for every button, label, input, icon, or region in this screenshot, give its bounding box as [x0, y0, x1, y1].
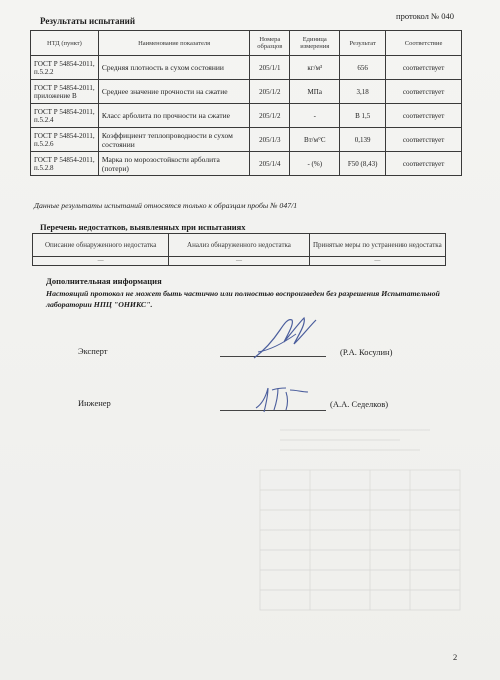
defects-table: [32, 233, 446, 266]
col-analysis: Анализ обнаруженного недостатка: [169, 234, 309, 257]
cell-ntd: ГОСТ Р 54854-2011, п.5.2.2: [31, 56, 99, 80]
cell-result: F50 (8,43): [340, 152, 386, 176]
col-indicator: Наименование показателя: [98, 31, 250, 56]
cell-result: 656: [340, 56, 386, 80]
cell-indicator: Средняя плотность в сухом состоянии: [98, 56, 250, 80]
cell-unit: - (%): [290, 152, 340, 176]
col-description: Описание обнаруженного недостатка: [33, 234, 169, 257]
defects-title: Перечень недостатков, выявленных при испытаниях: [40, 222, 246, 232]
cell-sample: 205/1/4: [250, 152, 290, 176]
expert-role: Эксперт: [78, 346, 108, 356]
cell-sample: 205/1/2: [250, 104, 290, 128]
results-header-row: [31, 31, 462, 56]
engineer-name: (А.А. Седелков): [330, 399, 389, 409]
cell-result: 3,18: [340, 80, 386, 104]
cell-unit: кг/м³: [290, 56, 340, 80]
col-result: Результат: [340, 31, 386, 56]
cell-indicator: Среднее значение прочности на сжатие: [98, 80, 250, 104]
cell-sample: 205/1/1: [250, 56, 290, 80]
additional-info-title: Дополнительная информация: [46, 276, 162, 286]
cell-conformity: соответствует: [386, 80, 462, 104]
cell-conformity: соответствует: [386, 152, 462, 176]
cell-indicator: Коэффициент теплопроводности в сухом состоянии: [98, 128, 250, 152]
additional-info-text: Настоящий протокол не может быть частично или полностью воспроизведен без разрешения Испытательной лаборатории НПЦ "ОНИКС".: [46, 289, 440, 309]
cell-empty: —: [169, 257, 309, 266]
col-conformity: Соответствие: [386, 31, 462, 56]
table-row: [31, 152, 462, 176]
table-row: [31, 80, 462, 104]
cell-indicator: Марка по морозостойкости арболита (потери): [98, 152, 250, 176]
cell-unit: Вт/м°С: [290, 128, 340, 152]
expert-handwritten-signature: [248, 312, 328, 362]
cell-sample: 205/1/3: [250, 128, 290, 152]
table-row: [33, 257, 446, 266]
cell-ntd: ГОСТ Р 54854-2011, приложение В: [31, 80, 99, 104]
col-unit: Единица измерения: [290, 31, 340, 56]
results-table: [30, 30, 462, 176]
cell-conformity: соответствует: [386, 104, 462, 128]
cell-empty: —: [309, 257, 445, 266]
col-ntd: НТД (пункт): [31, 31, 99, 56]
cell-empty: —: [33, 257, 169, 266]
results-title: Результаты испытаний: [40, 16, 136, 26]
cell-indicator: Класс арболита по прочности на сжатие: [98, 104, 250, 128]
cell-sample: 205/1/2: [250, 80, 290, 104]
cell-unit: -: [290, 104, 340, 128]
cell-ntd: ГОСТ Р 54854-2011, п.5.2.6: [31, 128, 99, 152]
expert-name: (Р.А. Косулин): [340, 347, 393, 357]
cell-conformity: соответствует: [386, 128, 462, 152]
page-number: 2: [453, 652, 458, 662]
cell-conformity: соответствует: [386, 56, 462, 80]
cell-ntd: ГОСТ Р 54854-2011, п.5.2.8: [31, 152, 99, 176]
table-row: [31, 128, 462, 152]
cell-ntd: ГОСТ Р 54854-2011, п.5.2.4: [31, 104, 99, 128]
table-row: [31, 56, 462, 80]
col-measures: Принятые меры по устранению недостатка: [309, 234, 445, 257]
engineer-role: Инженер: [78, 398, 111, 408]
cell-result: 0,139: [340, 128, 386, 152]
table-row: [31, 104, 462, 128]
defects-header-row: [33, 234, 446, 257]
col-samples: Номера образцов: [250, 31, 290, 56]
cell-result: В 1,5: [340, 104, 386, 128]
bleed-through-artifact: [250, 410, 480, 620]
results-note: Данные результаты испытаний относятся только к образцам пробы № 047/1: [34, 201, 298, 210]
cell-unit: МПа: [290, 80, 340, 104]
protocol-number: протокол № 040: [396, 11, 454, 21]
